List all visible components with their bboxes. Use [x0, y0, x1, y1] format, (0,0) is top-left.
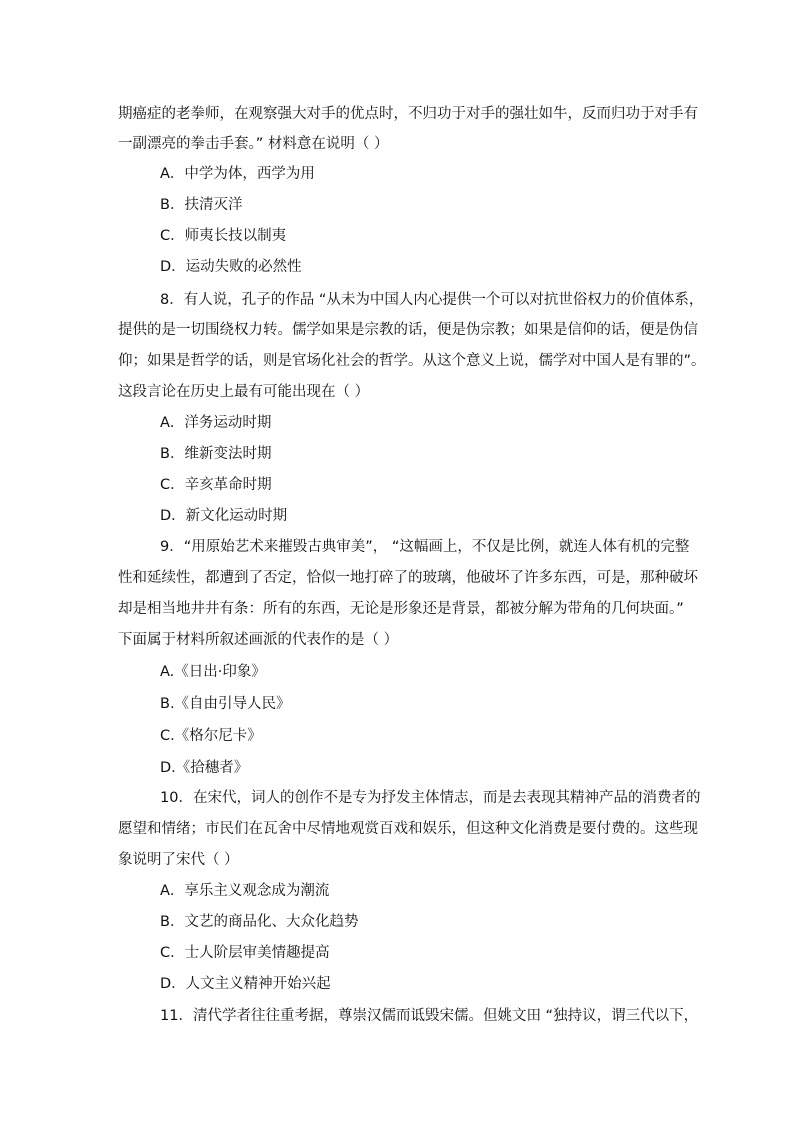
question-11-line-1: 11．清代学者往往重考据，尊崇汉儒而诋毁宋儒。但姚文田 “独持议，谓三代以下，: [160, 1008, 699, 1024]
question-8-option-d: D．新文化运动时期: [160, 508, 288, 524]
question-8-option-c: C．辛亥革命时期: [160, 477, 272, 493]
question-7-line-1: 期癌症的老拳师，在观察强大对手的优点时，不归功于对手的强壮如牛，反而归功于对手有: [118, 106, 698, 122]
question-10-line-3: 象说明了宋代（ ）: [118, 852, 239, 868]
question-7-line-2: 一副漂亮的拳击手套。” 材料意在说明（ ）: [118, 136, 389, 152]
question-9-line-1: 9．“用原始艺术来摧毁古典审美”， “这幅画上，不仅是比例，就连人体有机的完整: [160, 539, 690, 555]
question-9-option-c: C.《格尔尼卡》: [160, 728, 262, 744]
question-10-option-d: D．人文主义精神开始兴起: [160, 976, 331, 992]
question-10-option-b: B．文艺的商品化、大众化趋势: [160, 914, 359, 930]
question-7-option-b: B．扶清灭洋: [160, 197, 243, 213]
question-8-option-a: A．洋务运动时期: [160, 415, 272, 431]
question-9-option-a: A.《日出·印象》: [160, 664, 266, 680]
question-8-line-2: 提供的是一切围绕权力转。儒学如果是宗教的话，便是伪宗教；如果是信仰的话，便是伪信: [118, 322, 698, 338]
question-7-option-a: A．中学为体，西学为用: [160, 166, 315, 182]
question-8-line-1: 8．有人说，孔子的作品 “从未为中国人内心提供一个可以对抗世俗权力的价值体系，: [160, 292, 704, 308]
question-10-option-a: A．享乐主义观念成为潮流: [160, 883, 330, 899]
question-8-option-b: B．维新变法时期: [160, 446, 272, 462]
question-9-line-3: 却是相当地井井有条：所有的东西，无论是形象还是背景，都被分解为带角的几何块面。”: [118, 601, 684, 617]
question-9-line-2: 性和延续性，都遭到了否定，恰似一地打碎了的玻璃，他破坏了许多东西，可是，那种破坏: [118, 570, 698, 586]
question-9-line-4: 下面属于材料所叙述画派的代表作的是（ ）: [118, 632, 399, 648]
question-10-line-1: 10．在宋代，词人的创作不是专为抒发主体情志，而是去表现其精神产品的消费者的: [160, 790, 701, 806]
question-8-line-4: 这段言论在历史上最有可能出现在（ ）: [118, 384, 370, 400]
question-9-option-d: D.《拾穗者》: [160, 760, 249, 776]
question-10-option-c: C．士人阶层审美情趣提高: [160, 945, 330, 961]
question-7-option-c: C．师夷长技以制夷: [160, 228, 287, 244]
question-8-line-3: 仰；如果是哲学的话，则是官场化社会的哲学。从这个意义上说，儒学对中国人是有罪的”。: [118, 353, 706, 369]
question-9-option-b: B.《自由引导人民》: [160, 696, 291, 712]
question-7-option-d: D．运动失败的必然性: [160, 259, 302, 275]
question-10-line-2: 愿望和情绪；市民们在瓦舍中尽情地观赏百戏和娱乐，但这种文化消费是要付费的。这些现: [118, 821, 698, 837]
